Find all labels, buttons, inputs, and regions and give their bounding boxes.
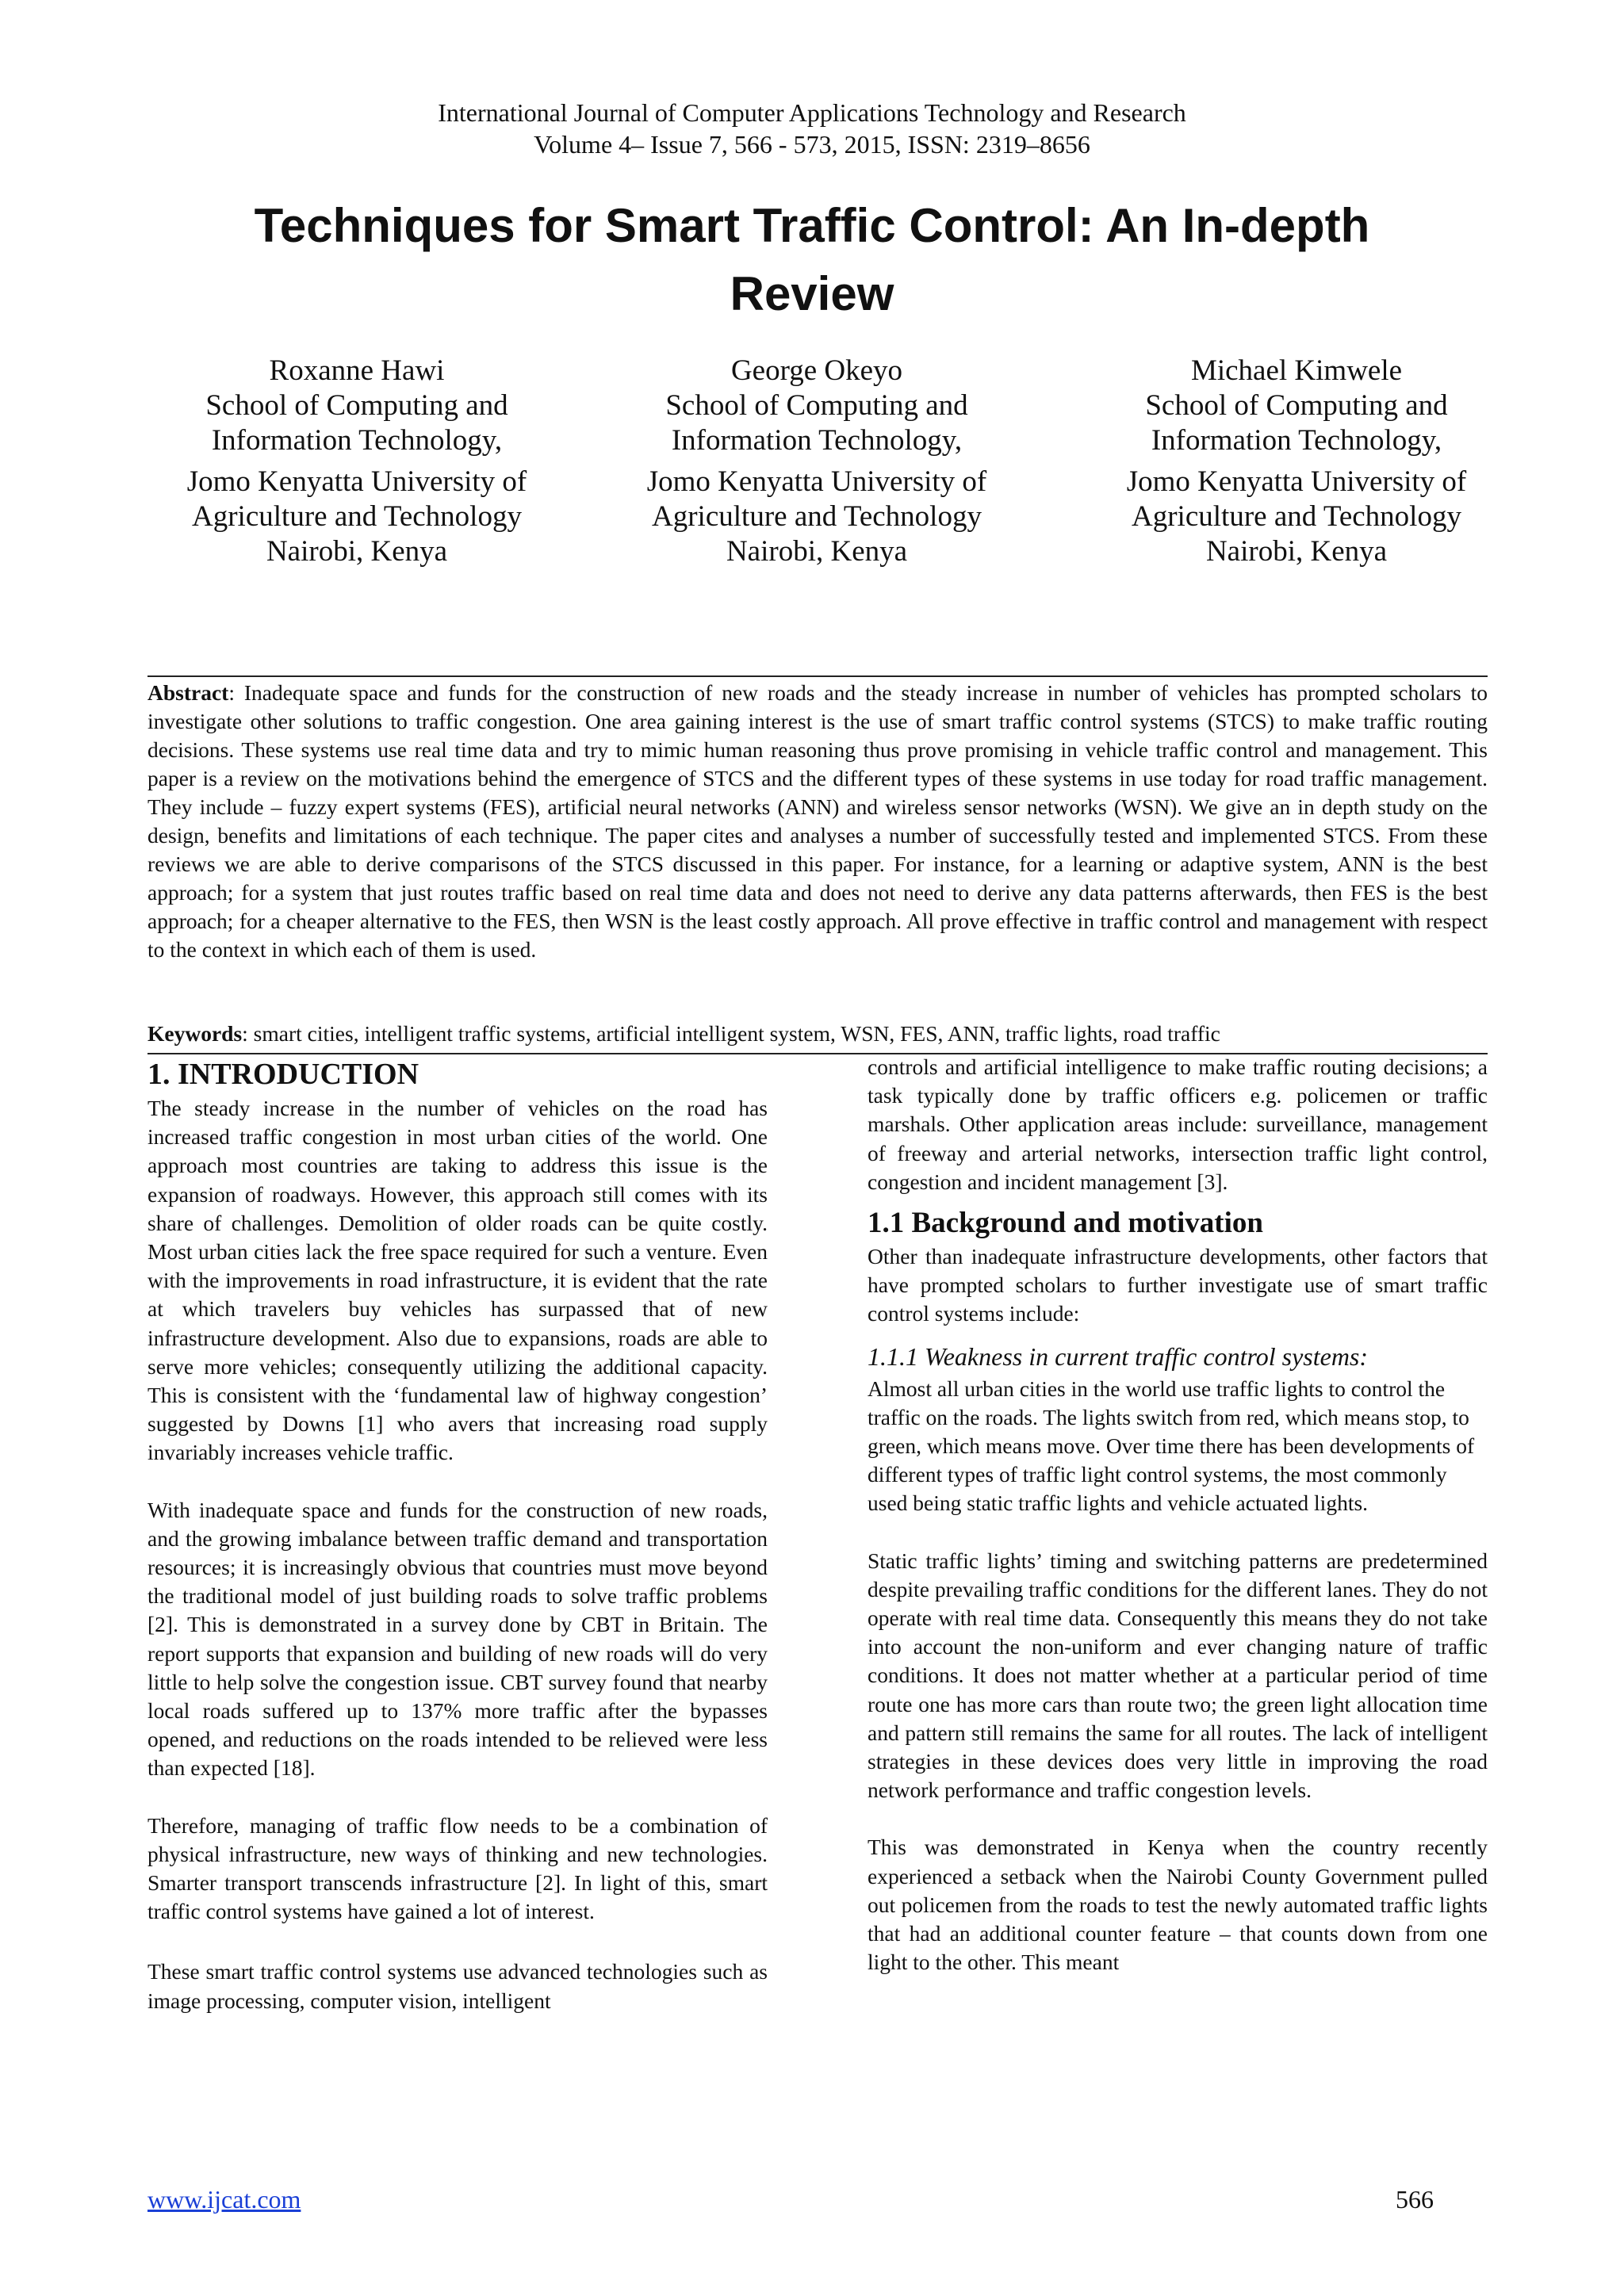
author-univ: Jomo Kenyatta University of xyxy=(646,465,987,498)
paper-title xyxy=(190,192,1434,328)
author-univ: Agriculture and Technology xyxy=(652,500,982,533)
author-dept: School of Computing and xyxy=(1145,389,1448,422)
section-heading-introduction: 1. INTRODUCTION xyxy=(147,1058,419,1091)
author-univ: Jomo Kenyatta University of xyxy=(1126,465,1467,498)
page-number: 566 xyxy=(1396,2185,1434,2214)
subsection-heading-background: 1.1 Background and motivation xyxy=(868,1207,1263,1240)
author-dept: School of Computing and xyxy=(205,389,508,422)
paper-title-line-2: Review xyxy=(730,267,894,320)
journal-header xyxy=(0,97,1624,160)
right-column xyxy=(868,1053,1488,2005)
abstract-label: Abstract xyxy=(147,680,229,705)
journal-name: International Journal of Computer Applications Technology and Research xyxy=(438,98,1186,127)
journal-issue: Volume 4– Issue 7, 566 - 573, 2015, ISSN: 2319–8656 xyxy=(534,130,1090,159)
author-dept: School of Computing and xyxy=(665,389,968,422)
author-block xyxy=(1074,354,1519,569)
paper-title-line-1: Techniques for Smart Traffic Control: An In-depth xyxy=(254,199,1370,252)
author-block xyxy=(135,354,579,569)
author-block xyxy=(595,354,1039,569)
author-city: Nairobi, Kenya xyxy=(1205,535,1388,568)
keywords xyxy=(147,1020,1488,1048)
abstract-text: : Inadequate space and funds for the construction of new roads and the steady increase in number of vehicles has prompted scholars to investigate other solutions to traffic congestion. One area gaining interest is the use of smart traffic control systems (STCS) to make traffic routing decisions. These systems use real time data and try to mimic human reasoning thus prove promising in vehicle traffic control and management. This paper is a review on the motivations behind the emergence of STCS and the different types of these systems in use today for road traffic management. They include – fuzzy expert systems (FES), artificial neural networks (ANN) and wireless sensor networks (WSN). We give an in depth study on the design, benefits and limitations of each technique. The paper cites and analyses a number of successfully tested and implemented STCS. From these reviews we are able to derive comparisons of the STCS discussed in this paper. For instance, for a learning or adaptive system, ANN is the best approach; for a system that just routes traffic based on real time data and does not need to derive any data patterns afterwards, then FES is the best approach; for a cheaper alternative to the FES, then WSN is the least costly approach. All prove effective in traffic control and management with respect to the context in which each of them is used. xyxy=(147,680,1488,962)
body-paragraph: These smart traffic control systems use advanced technologies such as image processing, computer vision, intelligent xyxy=(147,1959,768,2013)
body-paragraph: With inadequate space and funds for the construction of new roads, and the growing imbalance between traffic demand and transportation resources; it is increasingly obvious that countries must move beyond the traditional model of just building roads to solve traffic problems [2]. This is demonstrated in a survey done by CBT in Britain. The report supports that expansion and building of new roads will do very little to help solve the congestion issue. CBT survey found that nearby local roads suffered up to 137% more traffic after the bypasses opened, and reductions on the roads intended to be relieved were less than expected [18]. xyxy=(147,1497,768,1781)
body-paragraph: Static traffic lights’ timing and switching patterns are predetermined despite prevailing traffic conditions for the different lanes. They do not operate with real time data. Consequently this means they do not take into account the non-uniform and ever changing nature of traffic conditions. It does not matter whether at a particular period of time route one has more cars than route two; the green light allocation time and pattern still remains the same for all routes. The lack of intelligent strategies in these devices does very little in improving the road network performance and traffic congestion levels. xyxy=(868,1548,1488,1803)
author-city: Nairobi, Kenya xyxy=(726,535,908,568)
author-dept: Information Technology, xyxy=(671,424,963,457)
author-city: Nairobi, Kenya xyxy=(266,535,448,568)
abstract-top-rule xyxy=(147,675,1488,677)
journal-website-link[interactable]: www.ijcat.com xyxy=(147,2185,301,2214)
body-paragraph: controls and artificial intelligence to make traffic routing decisions; a task typically done by traffic officers e.g. policemen or traffic marshals. Other application areas include: surveillance, management of freeway and arterial networks, intersection traffic light control, congestion and incident management [3]. xyxy=(868,1054,1488,1194)
subsubsection-heading-weakness: 1.1.1 Weakness in current traffic control systems: xyxy=(868,1341,1369,1371)
author-name: George Okeyo xyxy=(730,354,903,387)
author-name: Roxanne Hawi xyxy=(269,354,445,387)
body-paragraph: Therefore, managing of traffic flow needs to be a combination of physical infrastructure, new ways of thinking and new technologies. Smarter transport transcends infrastructure [2]. In light of this, smart traffic control systems have gained a lot of interest. xyxy=(147,1812,768,1924)
keywords-text: : smart cities, intelligent traffic systems, artificial intelligent system, WSN, FES, ANN, traffic lights, road traffic xyxy=(242,1021,1220,1046)
body-paragraph: This was demonstrated in Kenya when the country recently experienced a setback when the Nairobi County Government pulled out policemen from the roads to test the newly automated traffic lights that had an additional counter feature – that counts down from one light to the other. This meant xyxy=(868,1835,1488,1975)
left-column xyxy=(147,1056,768,2044)
author-dept: Information Technology, xyxy=(211,424,503,457)
body-paragraph: Other than inadequate infrastructure developments, other factors that have prompted scholars to further investigate use of smart traffic control systems include: xyxy=(868,1244,1488,1326)
abstract xyxy=(147,679,1488,964)
author-univ: Agriculture and Technology xyxy=(192,500,522,533)
keywords-label: Keywords xyxy=(147,1021,243,1046)
body-paragraph: Almost all urban cities in the world use traffic lights to control the traffic on the roads. The lights switch from red, which means stop, to green, which means move. Over time there has been developments of different types of traffic light control systems, the most commonly used being static traffic lights and vehicle actuated lights. xyxy=(868,1376,1475,1516)
author-univ: Jomo Kenyatta University of xyxy=(186,465,527,498)
body-paragraph: The steady increase in the number of vehicles on the road has increased traffic congestion in most urban cities of the world. One approach most countries are taking to address this issue is the expansion of roadways. However, this approach still comes with its share of challenges. Demolition of older roads can be quite costly. Most urban cities lack the free space required for such a venture. Even with the improvements in road infrastructure, it is evident that the rate at which travelers buy vehicles has surpassed that of new infrastructure development. Also due to expansions, roads are able to serve more vehicles; consequently utilizing the additional capacity. This is consistent with the ‘fundamental law of highway congestion’ suggested by Downs [1] who avers that increasing road supply invariably increases vehicle traffic. xyxy=(147,1096,768,1465)
author-name: Michael Kimwele xyxy=(1190,354,1403,387)
author-dept: Information Technology, xyxy=(1151,424,1442,457)
author-univ: Agriculture and Technology xyxy=(1132,500,1461,533)
